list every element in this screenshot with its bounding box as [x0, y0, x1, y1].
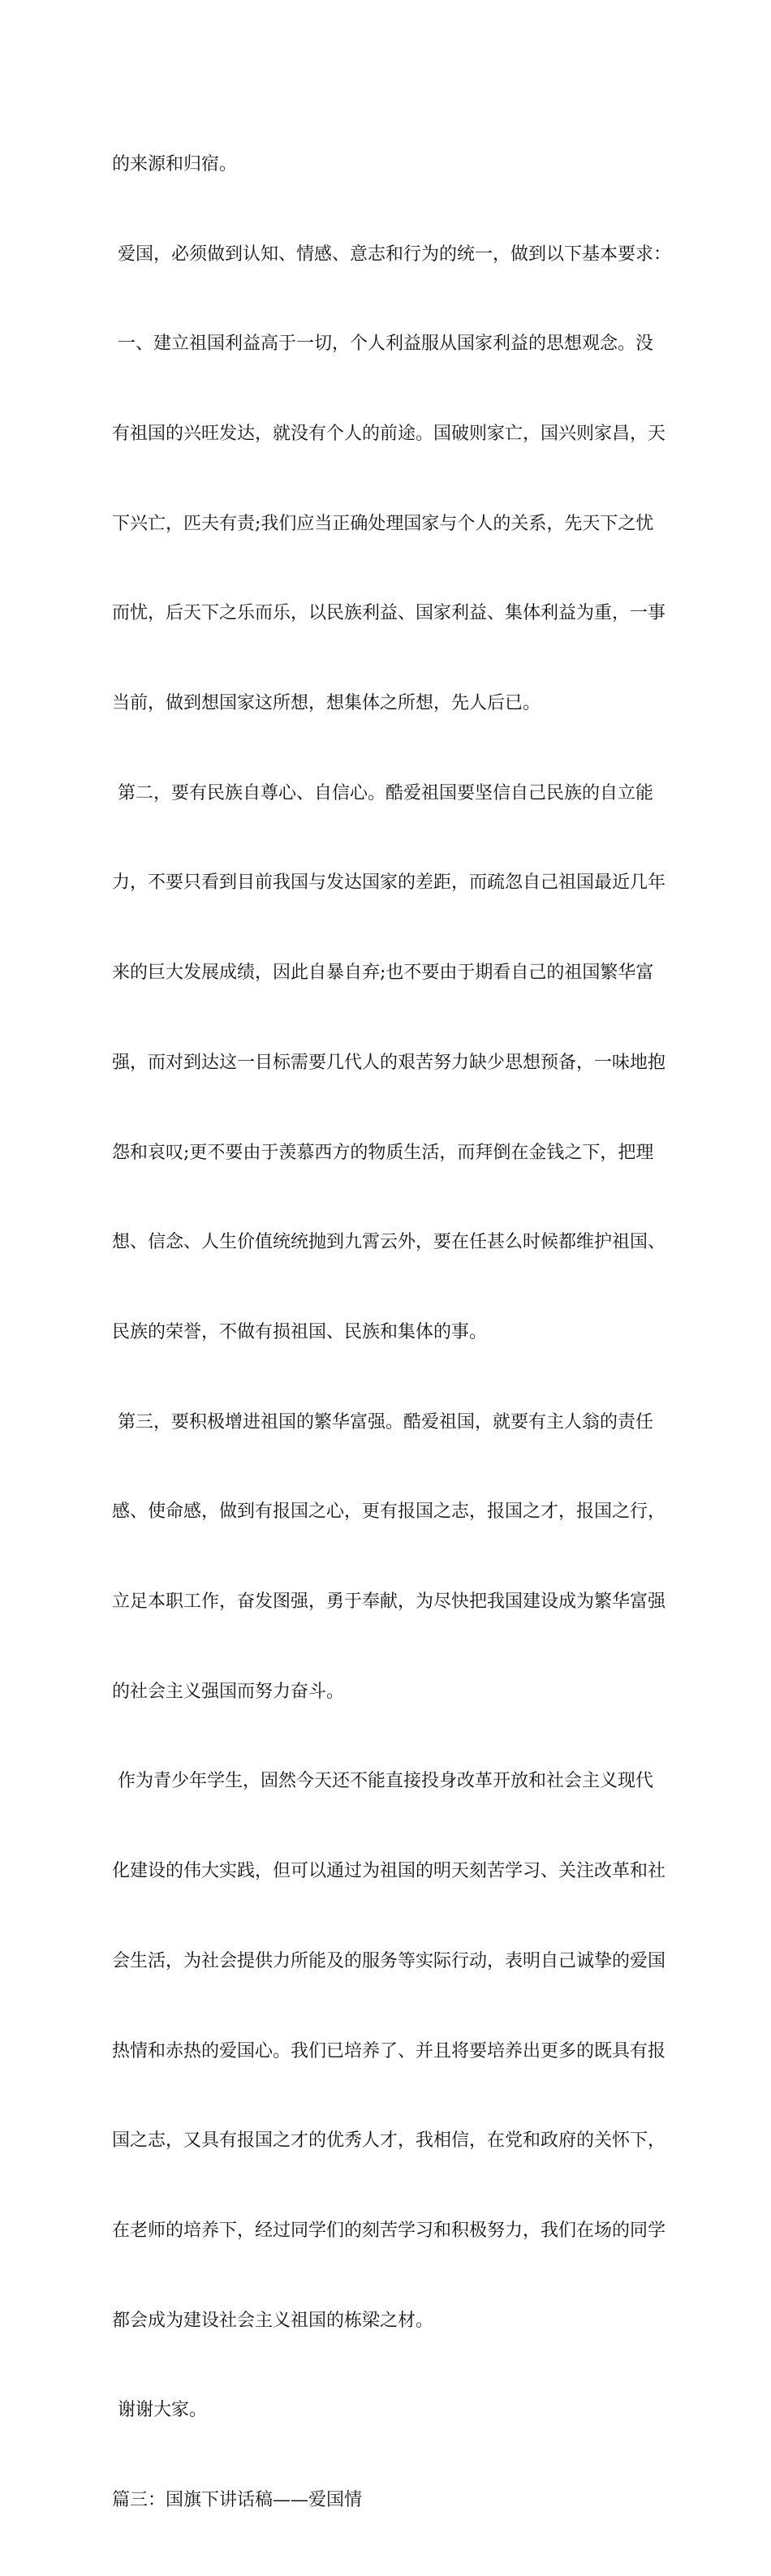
text-line: 热情和赤热的爱国心。我们已培养了、并且将要培养出更多的既具有报 — [112, 2040, 666, 2061]
text-line: 强，而对到达这一目标需要几代人的艰苦努力缺少思想预备，一味地抱 — [112, 1052, 666, 1073]
text-line: 的来源和归宿。 — [112, 153, 238, 174]
text-line: 作为青少年学生，固然今天还不能直接投身改革开放和社会主义现代 — [112, 1771, 653, 1792]
text-line: 的社会主义强国而努力奋斗。 — [112, 1681, 345, 1702]
text-line: 力，不要只看到目前我国与发达国家的差距，而疏忽自己祖国最近几年 — [112, 872, 666, 894]
text-line: 想、信念、人生价值统统抛到九霄云外，要在任甚么时候都维护祖国、 — [112, 1232, 666, 1253]
text-line: 第二，要有民族自尊心、自信心。酷爱祖国要坚信自己民族的自立能 — [112, 782, 653, 803]
text-line: 而忧，后天下之乐而乐，以民族利益、国家利益、集体利益为重，一事 — [112, 603, 666, 624]
text-line: 有祖国的兴旺发达，就没有个人的前途。国破则家亡，国兴则家昌，天 — [112, 423, 666, 444]
text-line: 在老师的培养下，经过同学们的刻苦学习和积极努力，我们在场的同学 — [112, 2220, 666, 2241]
text-line: 来的巨大发展成绩，因此自暴自弃;也不要由于期看自己的祖国繁华富 — [112, 963, 654, 984]
body-text — [112, 90, 671, 2576]
text-line: 爱国，必须做到认知、情感、意志和行为的统一，做到以下基本要求： — [112, 243, 671, 265]
text-line: 都会成为建设社会主义祖国的栋梁之材。 — [112, 2310, 434, 2331]
text-line: 当前，做到想国家这所想，想集体之所想，先人后已。 — [112, 693, 541, 714]
text-line: 第三，要积极增进祖国的繁华富强。酷爱祖国，就要有主人翁的责任 — [112, 1411, 653, 1432]
text-line: 谢谢大家。 — [112, 2400, 207, 2421]
section-heading: 篇三：国旗下讲话稿——爱国情 — [112, 2490, 363, 2511]
text-line: 民族的荣誉，不做有损祖国、民族和集体的事。 — [112, 1321, 488, 1342]
text-line: 怨和哀叹;更不要由于羡慕西方的物质生活，而拜倒在金钱之下，把理 — [112, 1142, 654, 1163]
text-line: 立足本职工作，奋发图强，勇于奉献，为尽快把我国建设成为繁华富强 — [112, 1592, 666, 1613]
text-line: 感、使命感，做到有报国之心，更有报国之志，报国之才，报国之行， — [112, 1501, 666, 1523]
text-line: 国之志，又具有报国之才的优秀人才，我相信，在党和政府的关怀下， — [112, 2130, 666, 2152]
text-line: 下兴亡，匹夫有责;我们应当正确处理国家与个人的关系，先天下之忧 — [112, 513, 654, 534]
text-line: 一、建立祖国利益高于一切，个人利益服从国家利益的思想观念。没 — [112, 334, 653, 355]
text-line: 化建设的伟大实践，但可以通过为祖国的明天刻苦学习、关注改革和社 — [112, 1861, 666, 1882]
text-line: 会生活，为社会提供力所能及的服务等实际行动，表明自己诚挚的爱国 — [112, 1950, 666, 1971]
